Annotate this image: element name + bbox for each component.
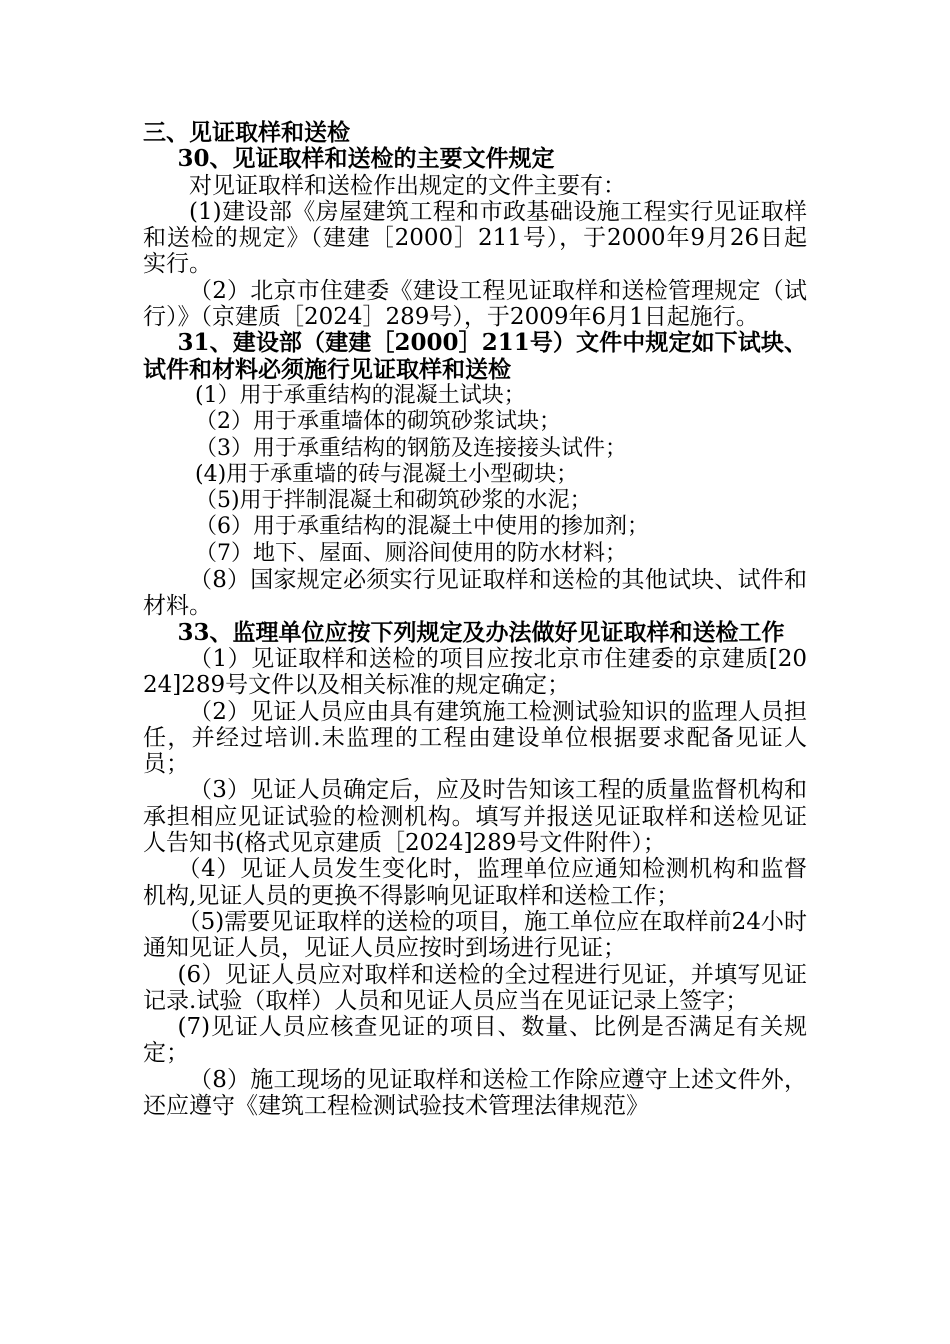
paragraph-33-8: （8）施工现场的见证取样和送检工作除应遵守上述文件外，还应遵守《建筑工程检测试验技术管理法律规范》: [143, 1066, 807, 1119]
paragraph-doc-1: (1)建设部《房屋建筑工程和市政基础设施工程实行见证取样和送检的规定》（建建［2000］211号），于2000年9月26日起实行。: [143, 198, 807, 278]
paragraph-33-7: (7)见证人员应核查见证的项目、数量、比例是否满足有关规定；: [143, 1014, 807, 1067]
heading-31: 31、建设部（建建［2000］211号）文件中规定如下试块、试件和材料必须施行见证取样和送检: [143, 329, 807, 383]
paragraph-33-6: (6）见证人员应对取样和送检的全过程进行见证，并填写见证记录.试验（取样）人员和见证人员应当在见证记录上签字；: [143, 961, 807, 1014]
list-item: （3）用于承重结构的钢筋及连接接头试件；: [195, 435, 627, 461]
list-item: （5)用于拌制混凝土和砌筑砂浆的水泥；: [195, 488, 592, 514]
list-item: （7）地下、屋面、厕浴间使用的防水材料；: [195, 540, 627, 566]
list-31: [143, 383, 807, 567]
paragraph-33-5: （5)需要见证取样的送检的项目，施工单位应在取样前24小时通知见证人员，见证人员应按时到场进行见证；: [143, 908, 807, 962]
paragraph-doc-2: （2）北京市住建委《建设工程见证取样和送检管理规定（试行）》（京建质［2024］289号），于2009年6月1日起施行。: [143, 277, 807, 331]
paragraph-33-4: （4）见证人员发生变化时，监理单位应通知检测机构和监督机构,见证人员的更换不得影响见证取样和送检工作；: [143, 856, 807, 909]
list-item: (4)用于承重墙的砖与混凝土小型砌块；: [195, 461, 579, 487]
list-item: （2）用于承重墙体的砌筑砂浆试块；: [195, 409, 561, 435]
heading-33: 33、监理单位应按下列规定及办法做好见证取样和送检工作: [177, 618, 785, 646]
section-title: 三、见证取样和送检: [143, 119, 350, 146]
document-page: [143, 120, 807, 1119]
paragraph-33-1: （1）见证取样和送检的项目应按北京市住建委的京建质[2024]289号文件以及相关标准的规定确定；: [143, 645, 807, 699]
list-item: （6）用于承重结构的混凝土中使用的掺加剂；: [195, 514, 649, 540]
paragraph-33-3: （3）见证人员确定后，应及时告知该工程的质量监督机构和承担相应见证试验的检测机构。填写并报送见证取样和送检见证人告知书(格式见京建质［2024]289号文件附件）；: [143, 777, 807, 857]
paragraph-33-2: （2）见证人员应由具有建筑施工检测试验知识的监理人员担任，并经过培训.未监理的工程由建设单位根据要求配备见证人员；: [143, 698, 807, 778]
heading-30: 30、见证取样和送检的主要文件规定: [177, 145, 555, 173]
paragraph-intro: 对见证取样和送检作出规定的文件主要有：: [189, 172, 626, 199]
list-item-8: （8）国家规定必须实行见证取样和送检的其他试块、试件和材料。: [143, 567, 807, 620]
list-item: (1）用于承重结构的混凝土试块；: [195, 382, 526, 408]
